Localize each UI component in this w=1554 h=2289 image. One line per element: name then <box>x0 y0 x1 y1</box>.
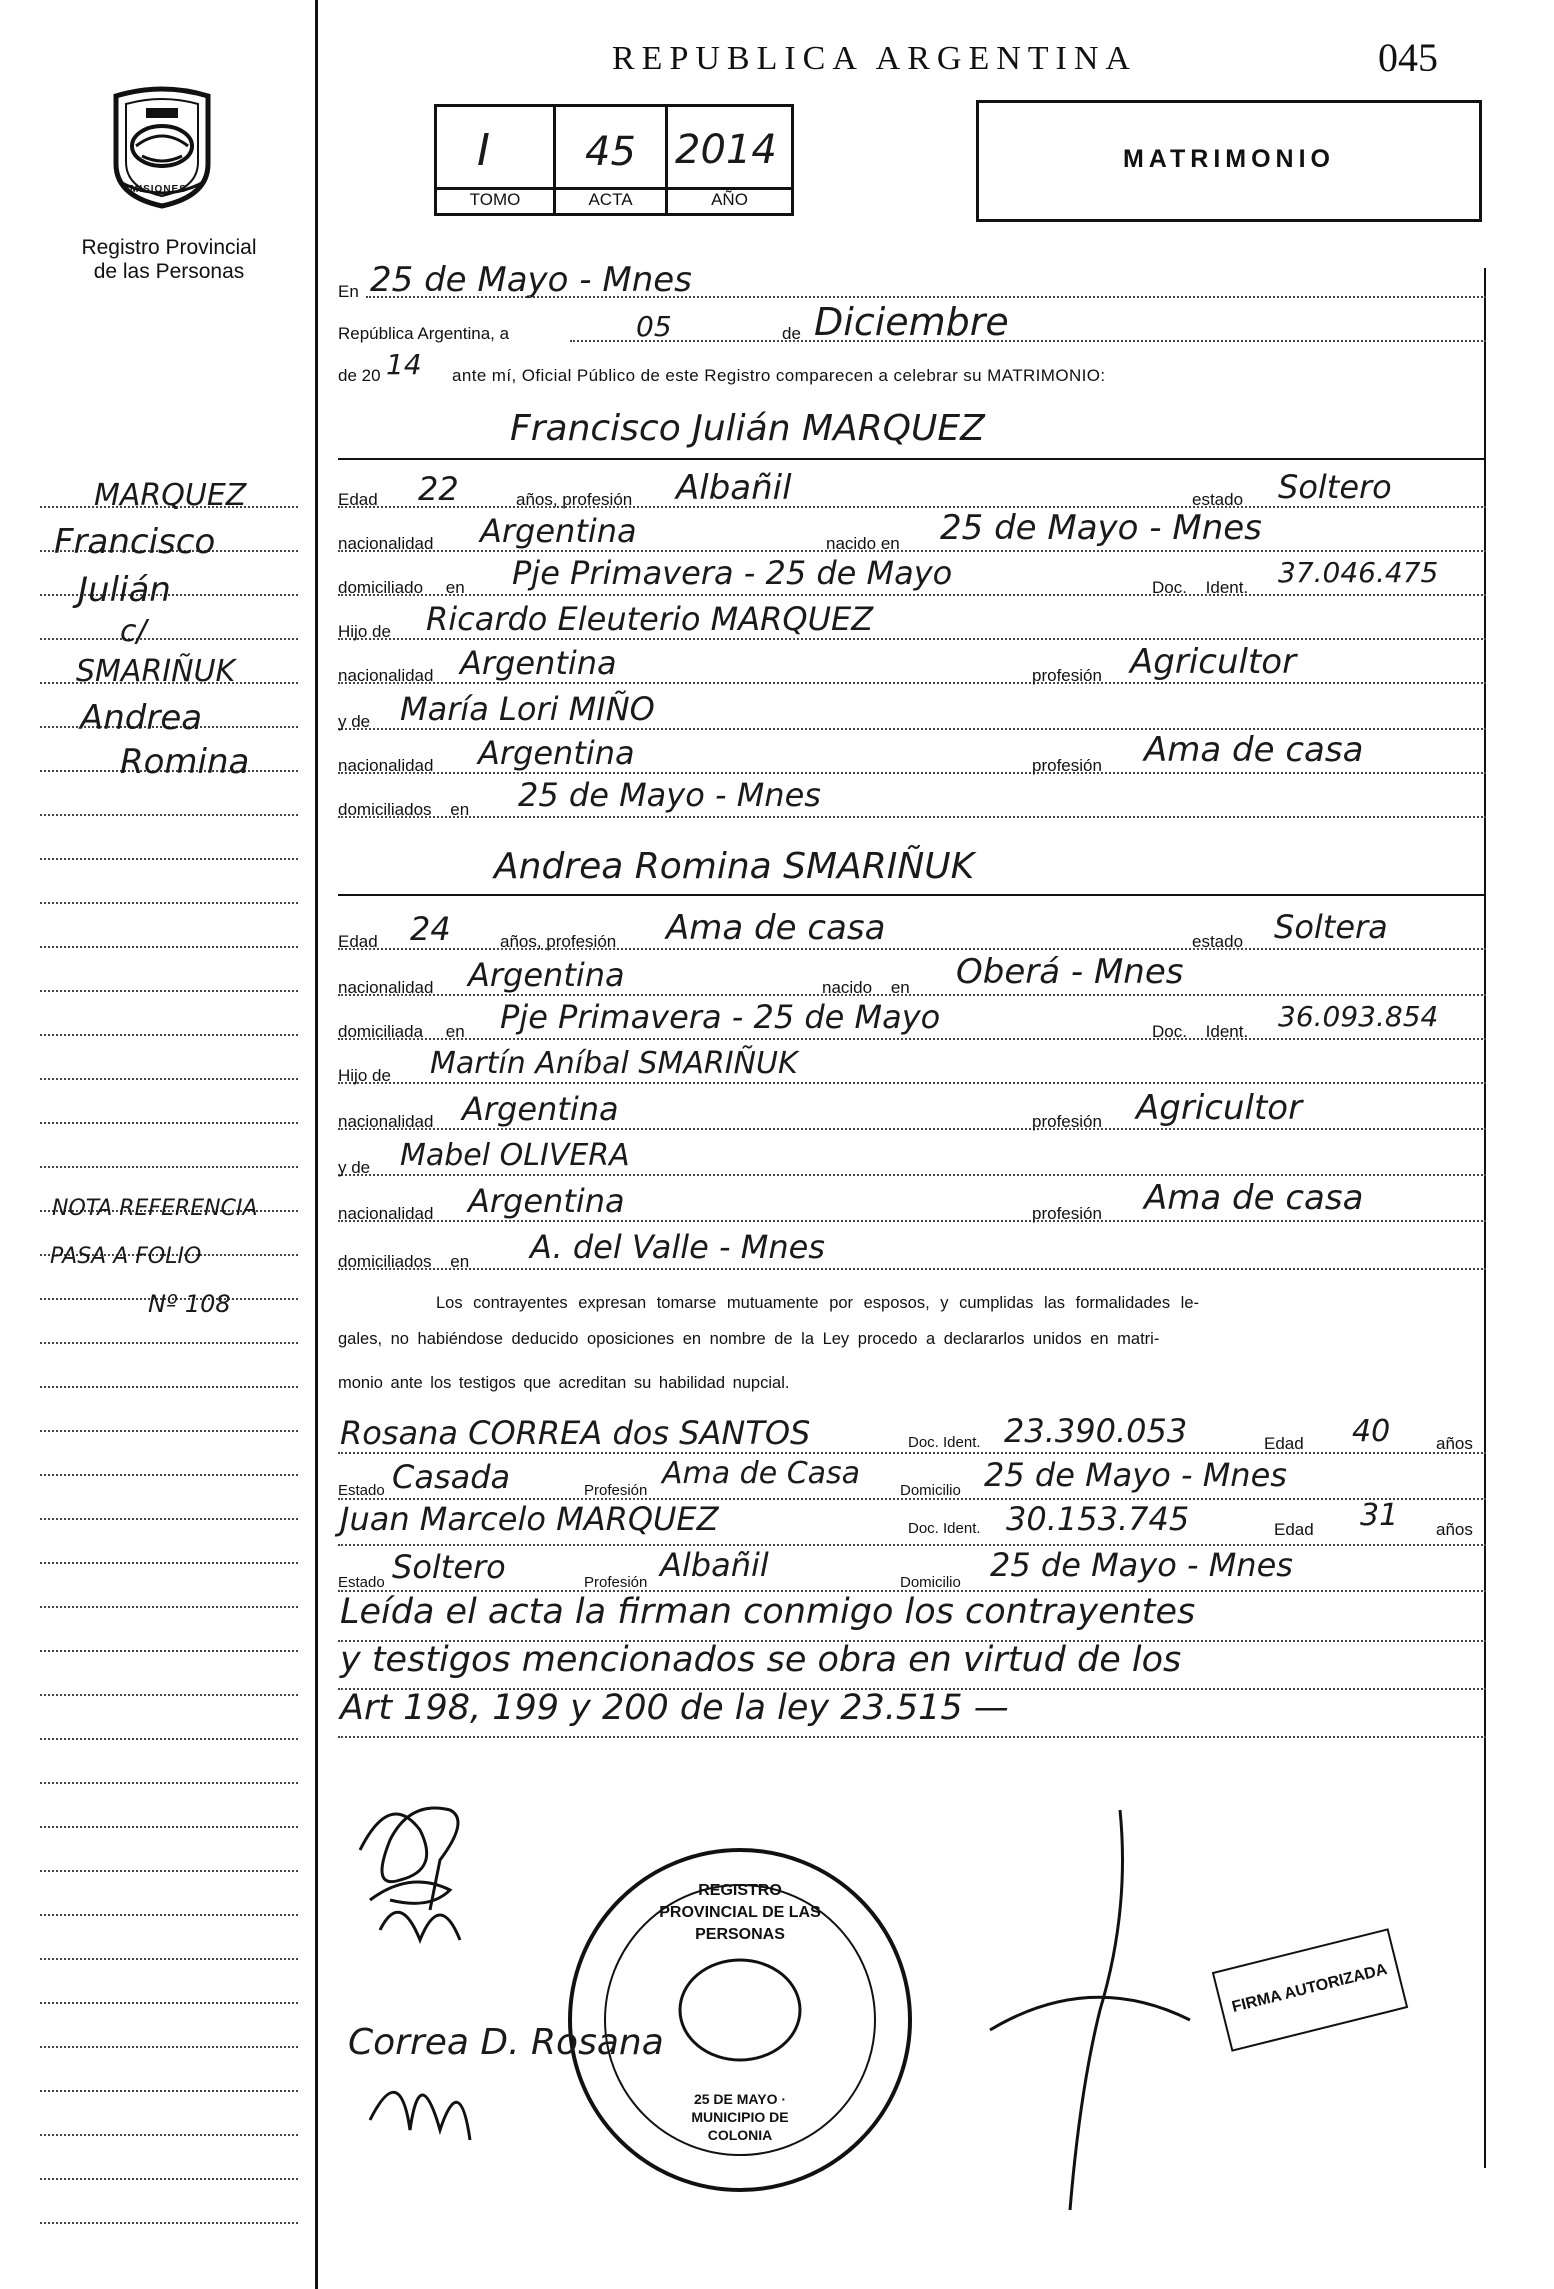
side-note-nota: NOTA REFERENCIA <box>52 1196 258 1221</box>
side-note-name1b: Julián <box>78 570 171 610</box>
side-note-surname1: MARQUEZ <box>94 478 247 513</box>
groom-madre-nac-label: nacionalidad <box>338 756 434 775</box>
body-ruled-line <box>338 1544 1486 1546</box>
bride-padre-nac: Argentina <box>462 1090 619 1128</box>
bride-madre-prof: Ama de casa <box>1144 1178 1364 1218</box>
body-ruled-line <box>338 506 1486 508</box>
bride-profesion: Ama de casa <box>666 908 886 948</box>
groom-madre-nac: Argentina <box>478 734 635 772</box>
side-ruled-line <box>40 2134 298 2136</box>
side-ruled-line <box>40 858 298 860</box>
side-ruled-line <box>40 2090 298 2092</box>
bride-edad-label: Edad <box>338 932 378 951</box>
witness1-edad-label: Edad <box>1264 1434 1304 1453</box>
side-ruled-line <box>40 1870 298 1872</box>
signature-area <box>330 1790 1480 2230</box>
side-ruled-line <box>40 1650 298 1652</box>
groom-padre-nac: Argentina <box>460 644 617 682</box>
side-ruled-line <box>40 902 298 904</box>
bride-edad: 24 <box>410 910 451 948</box>
intro-en-value: 25 de Mayo - Mnes <box>370 260 692 300</box>
body-ruled-line <box>338 550 1486 552</box>
body-ruled-line <box>338 1128 1486 1130</box>
bride-name-rule <box>338 894 1486 896</box>
act-type-box <box>976 100 1482 222</box>
groom-yde-label: y de <box>338 712 371 731</box>
groom-edad: 22 <box>418 470 459 508</box>
body-ruled-line <box>338 1038 1486 1040</box>
witness2-edad: 31 <box>1360 1498 1399 1533</box>
body-ruled-line <box>338 594 1486 596</box>
intro-de20-label: de 20 <box>338 366 381 385</box>
groom-edad-label: Edad <box>338 490 378 509</box>
groom-padre-nac-label: nacionalidad <box>338 666 434 685</box>
side-ruled-line <box>40 1518 298 1520</box>
bride-padre: Martín Aníbal SMARIÑUK <box>430 1046 798 1081</box>
side-ruled-line <box>40 1606 298 1608</box>
declaration-line2: gales, no habiéndose deducido oposiciones en nombre de la Ley procedo a declararlos unidos en matri- <box>338 1330 1160 1348</box>
side-note-c: c/ <box>120 614 147 649</box>
tomo-value: I <box>477 125 490 176</box>
side-ruled-line <box>40 814 298 816</box>
side-ruled-line <box>40 1122 298 1124</box>
side-note-name1a: Francisco <box>54 522 216 562</box>
side-ruled-line <box>40 638 298 640</box>
body-ruled-line <box>338 1452 1486 1454</box>
side-ruled-line <box>40 1694 298 1696</box>
groom-profesion: Albañil <box>676 468 792 508</box>
side-ruled-line <box>40 1914 298 1916</box>
witness1-prof: Ama de Casa <box>662 1456 861 1491</box>
intro-de-label: de <box>782 324 801 343</box>
witness2-doc: 30.153.745 <box>1006 1500 1190 1538</box>
groom-padre: Ricardo Eleuterio MARQUEZ <box>426 600 874 638</box>
groom-doc: 37.046.475 <box>1278 556 1439 589</box>
groom-name-rule <box>338 458 1486 460</box>
groom-nac-label: nacionalidad <box>338 534 434 553</box>
groom-domicilio: Pje Primavera - 25 de Mayo <box>512 554 953 592</box>
bride-anios-prof-label: años, profesión <box>500 932 617 951</box>
bride-hijo-label: Hijo de <box>338 1066 391 1085</box>
stamp-inner-text: 25 DE MAYO · MUNICIPIO DE COLONIA <box>691 2091 789 2143</box>
anio-label: AÑO <box>711 190 748 209</box>
bride-padre-nac-label: nacionalidad <box>338 1112 434 1131</box>
intro-republica-label: República Argentina, a <box>338 324 510 343</box>
side-ruled-line <box>40 1562 298 1564</box>
bride-doc: 36.093.854 <box>1278 1000 1439 1033</box>
groom-doc-label: Doc. Ident. <box>1152 578 1249 597</box>
body-ruled-line <box>338 682 1486 684</box>
intro-ante-text: ante mí, Oficial Público de este Registro comparecen a celebrar su MATRIMONIO: <box>452 366 1106 385</box>
bride-estado-label: estado <box>1192 932 1244 951</box>
body-ruled-line <box>338 1736 1486 1738</box>
side-ruled-line <box>40 1342 298 1344</box>
side-ruled-line <box>40 2222 298 2224</box>
side-note-surname2: SMARIÑUK <box>76 654 236 689</box>
witness2-estado-label: Estado <box>338 1574 385 1591</box>
side-ruled-line <box>40 946 298 948</box>
intro-month: Diciembre <box>814 300 1009 344</box>
groom-estado: Soltero <box>1278 468 1392 506</box>
closing-line3: Art 198, 199 y 200 de la ley 23.515 — <box>340 1688 1009 1728</box>
witness1-doc-label: Doc. Ident. <box>908 1434 981 1451</box>
side-ruled-line <box>40 1386 298 1388</box>
right-margin-rule <box>1484 268 1486 2168</box>
bride-madre-prof-label: profesión <box>1032 1204 1102 1223</box>
bride-doc-label: Doc. Ident. <box>1152 1022 1249 1041</box>
body-ruled-line <box>338 994 1486 996</box>
bride-nac: Argentina <box>468 956 625 994</box>
declaration-line3: monio ante los testigos que acreditan su habilidad nupcial. <box>338 1374 790 1392</box>
witness2-estado: Soltero <box>392 1548 506 1586</box>
groom-madre-prof: Ama de casa <box>1144 730 1364 770</box>
witness1-doc: 23.390.053 <box>1004 1412 1188 1450</box>
page-number: 045 <box>1378 35 1438 80</box>
intro-day: 05 <box>636 310 672 343</box>
anio-value: 2014 <box>675 127 777 173</box>
witness2-dom-label: Domicilio <box>900 1574 961 1591</box>
stamp-outer-text: REGISTRO PROVINCIAL DE LAS PERSONAS <box>659 1882 821 1943</box>
witness2-anios-label: años <box>1436 1520 1473 1539</box>
closing-line1: Leída el acta la firman conmigo los contrayentes <box>340 1592 1196 1632</box>
witness1-dom: 25 de Mayo - Mnes <box>984 1456 1287 1494</box>
body-ruled-line <box>338 1174 1486 1176</box>
side-ruled-line <box>40 1034 298 1036</box>
side-note-pasa: PASA A FOLIO <box>50 1244 202 1269</box>
bride-domiciliada-label: domiciliada en <box>338 1022 465 1041</box>
body-ruled-line <box>338 1082 1486 1084</box>
bride-padre-prof-label: profesión <box>1032 1112 1102 1131</box>
declaration-line1: Los contrayentes expresan tomarse mutuamente por esposos, y cumplidas las formalidades le- <box>436 1294 1200 1312</box>
bride-nacido-label: nacido en <box>822 978 910 997</box>
bride-domiciliados: A. del Valle - Mnes <box>530 1228 825 1266</box>
witness1-anios-label: años <box>1436 1434 1473 1453</box>
witness1-estado-label: Estado <box>338 1482 385 1499</box>
side-ruled-line <box>40 1958 298 1960</box>
groom-madre-prof-label: profesión <box>1032 756 1102 775</box>
acta-label: ACTA <box>588 190 633 209</box>
side-ruled-line <box>40 1078 298 1080</box>
signature-scribbles <box>330 1790 1480 2230</box>
body-ruled-line <box>338 1220 1486 1222</box>
closing-line2: y testigos mencionados se obra en virtud de los <box>340 1640 1182 1680</box>
seal-text: MISIONES <box>130 184 187 195</box>
left-margin-rule <box>315 0 318 2289</box>
bride-full-name: Andrea Romina SMARIÑUK <box>494 846 975 887</box>
tomo-label: TOMO <box>469 190 521 209</box>
groom-nacido: 25 de Mayo - Mnes <box>940 508 1262 548</box>
body-ruled-line <box>338 1268 1486 1270</box>
witness1-prof-label: Profesión <box>584 1482 648 1499</box>
body-ruled-line <box>338 816 1486 818</box>
body-ruled-line <box>338 638 1486 640</box>
bride-madre-nac: Argentina <box>468 1182 625 1220</box>
groom-domiciliados: 25 de Mayo - Mnes <box>518 776 821 814</box>
side-note-name2a: Andrea <box>80 698 203 738</box>
side-note-folio: Nº 108 <box>148 1290 231 1318</box>
side-ruled-line <box>40 2046 298 2048</box>
witness2-prof: Albañil <box>660 1546 769 1584</box>
witness2-name: Juan Marcelo MARQUEZ <box>340 1500 719 1538</box>
side-ruled-line <box>40 1474 298 1476</box>
groom-full-name: Francisco Julián MARQUEZ <box>510 408 985 449</box>
side-ruled-line <box>40 1430 298 1432</box>
witness2-prof-label: Profesión <box>584 1574 648 1591</box>
witness1-dom-label: Domicilio <box>900 1482 961 1499</box>
bride-madre-nac-label: nacionalidad <box>338 1204 434 1223</box>
firma-autorizada-stamp: FIRMA AUTORIZADA <box>1230 1960 1389 2017</box>
groom-anios-prof-label: años, profesión <box>516 490 633 509</box>
witness1-edad: 40 <box>1352 1414 1391 1449</box>
bride-yde-label: y de <box>338 1158 371 1177</box>
intro-en-label: En <box>338 282 359 301</box>
groom-madre: María Lori MIÑO <box>400 690 655 728</box>
bride-domicilio: Pje Primavera - 25 de Mayo <box>500 998 941 1036</box>
country-title: REPUBLICA ARGENTINA <box>612 40 1137 77</box>
groom-domiciliados-label: domiciliados en <box>338 800 470 819</box>
side-ruled-line <box>40 1166 298 1168</box>
groom-nacido-label: nacido en <box>826 534 900 553</box>
groom-domiciliado-label: domiciliado en <box>338 578 465 597</box>
groom-hijo-label: Hijo de <box>338 622 391 641</box>
signature-correa: Correa D. Rosana <box>348 2022 664 2063</box>
intro-year: 14 <box>386 348 422 381</box>
body-ruled-line <box>338 772 1486 774</box>
act-type-label: MATRIMONIO <box>1122 145 1335 173</box>
side-note-name2b: Romina <box>120 742 250 782</box>
registry-name: Registro Provincial de las Personas <box>81 236 257 283</box>
witness2-dom: 25 de Mayo - Mnes <box>990 1546 1293 1584</box>
side-ruled-line <box>40 990 298 992</box>
groom-nac: Argentina <box>480 512 637 550</box>
bride-nac-label: nacionalidad <box>338 978 434 997</box>
witness1-estado: Casada <box>392 1458 511 1496</box>
side-ruled-line <box>40 1738 298 1740</box>
acta-value: 45 <box>585 129 636 175</box>
side-ruled-line <box>40 2178 298 2180</box>
witness2-doc-label: Doc. Ident. <box>908 1520 981 1537</box>
index-box <box>434 104 794 216</box>
groom-padre-prof-label: profesión <box>1032 666 1102 685</box>
witness1-name: Rosana CORREA dos SANTOS <box>340 1414 811 1452</box>
side-ruled-line <box>40 2002 298 2004</box>
witness2-edad-label: Edad <box>1274 1520 1314 1539</box>
groom-padre-prof: Agricultor <box>1130 642 1297 682</box>
groom-estado-label: estado <box>1192 490 1244 509</box>
intro-line2 <box>570 340 1486 342</box>
misiones-seal-logo <box>106 86 218 210</box>
side-ruled-line <box>40 1826 298 1828</box>
bride-domiciliados-label: domiciliados en <box>338 1252 470 1271</box>
bride-madre: Mabel OLIVERA <box>400 1138 630 1173</box>
bride-nacido: Oberá - Mnes <box>956 952 1184 992</box>
bride-estado: Soltera <box>1274 908 1388 946</box>
side-ruled-line <box>40 1782 298 1784</box>
bride-padre-prof: Agricultor <box>1136 1088 1303 1128</box>
intro-line1 <box>366 296 1486 298</box>
